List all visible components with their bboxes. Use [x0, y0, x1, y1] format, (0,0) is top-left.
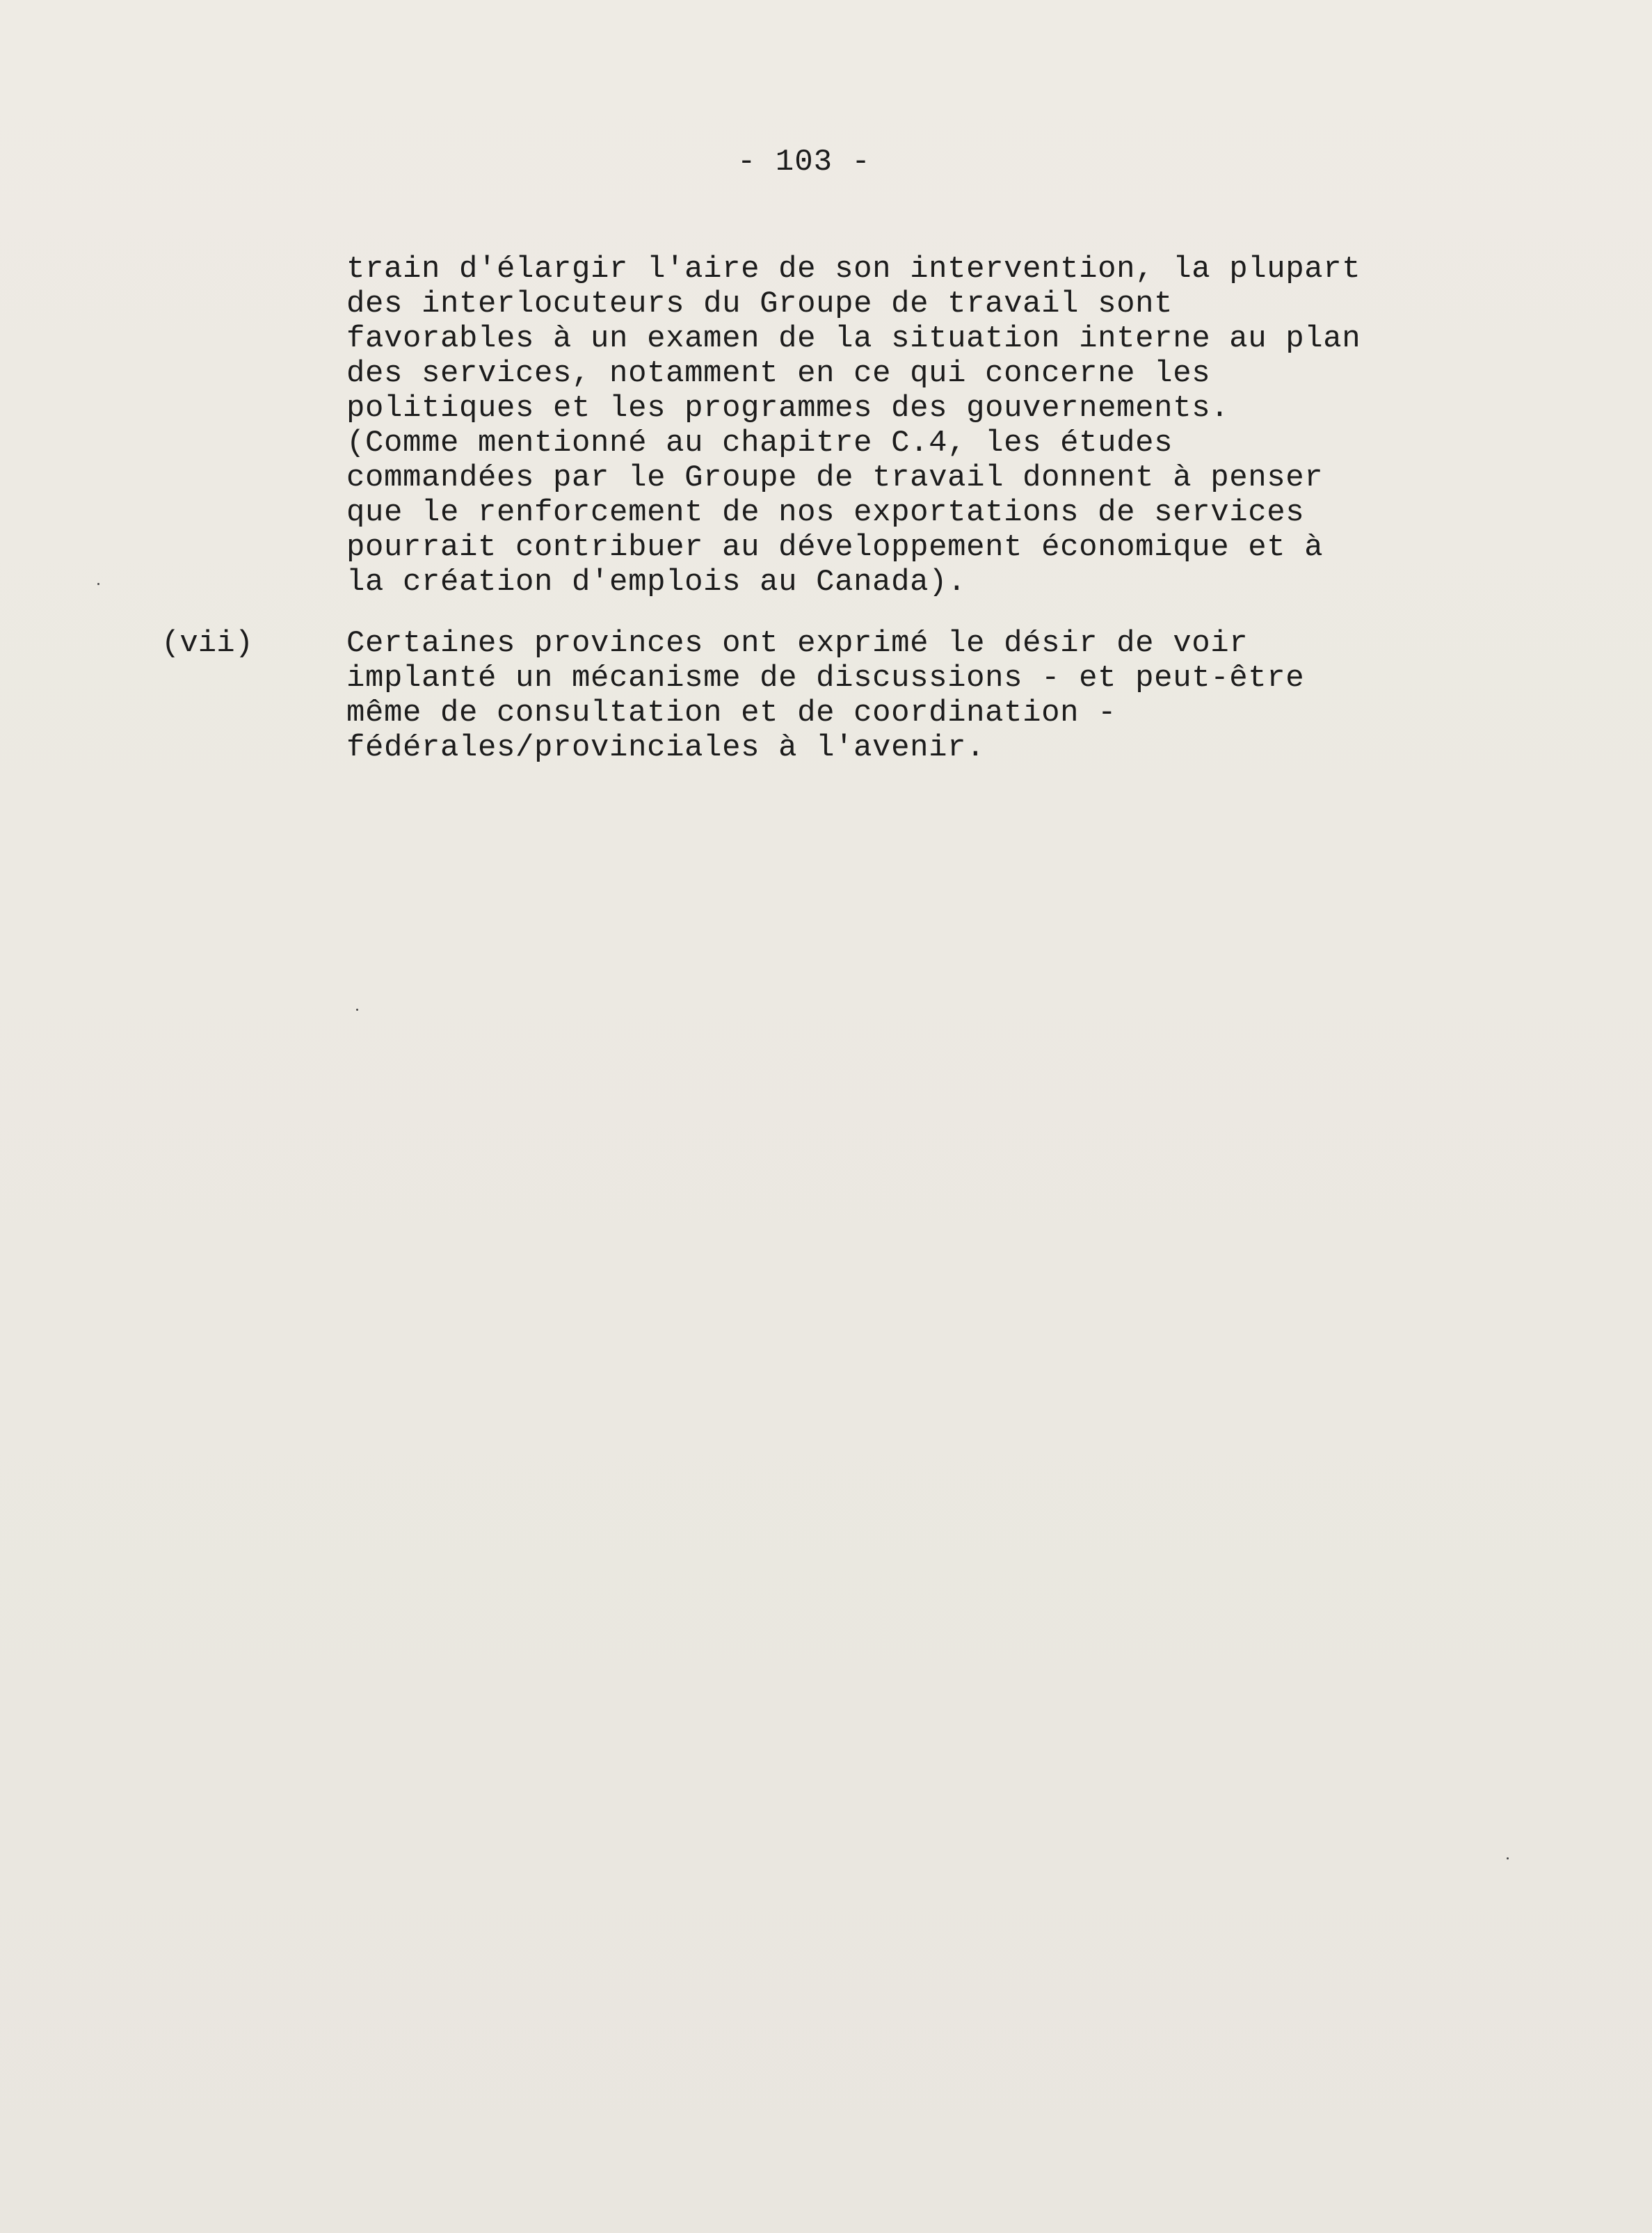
item-line: même de consultation et de coordination - [346, 696, 1117, 730]
paragraph-line: des interlocuteurs du Groupe de travail sont [346, 287, 1173, 321]
paragraph-line: des services, notamment en ce qui concerne les [346, 356, 1211, 391]
paragraph-line: (Comme mentionné au chapitre C.4, les études [346, 426, 1173, 461]
paper-speck [97, 583, 99, 585]
paragraph-line: la création d'emplois au Canada). [346, 565, 967, 600]
paragraph-line: pourrait contribuer au développement économique et à [346, 530, 1324, 565]
item-line: implanté un mécanisme de discussions - et peut-être [346, 661, 1305, 696]
paragraph-line: train d'élargir l'aire de son intervention, la plupart [346, 252, 1361, 287]
item-line: Certaines provinces ont exprimé le désir de voir [346, 626, 1249, 661]
paragraph-line: commandées par le Groupe de travail donnent à penser [346, 461, 1324, 495]
paragraph-line: politiques et les programmes des gouvernements. [346, 391, 1230, 426]
item-label: (vii) [161, 626, 254, 661]
item-body [346, 626, 1480, 765]
paragraph-line: que le renforcement de nos exportations de services [346, 495, 1305, 530]
paragraph-line: favorables à un examen de la situation interne au plan [346, 321, 1361, 356]
paper-speck [356, 1009, 358, 1011]
page-number: - 103 - [737, 145, 871, 179]
continuation-paragraph [346, 252, 1487, 600]
item-line: fédérales/provinciales à l'avenir. [346, 730, 986, 765]
paper-speck [1507, 1857, 1509, 1859]
